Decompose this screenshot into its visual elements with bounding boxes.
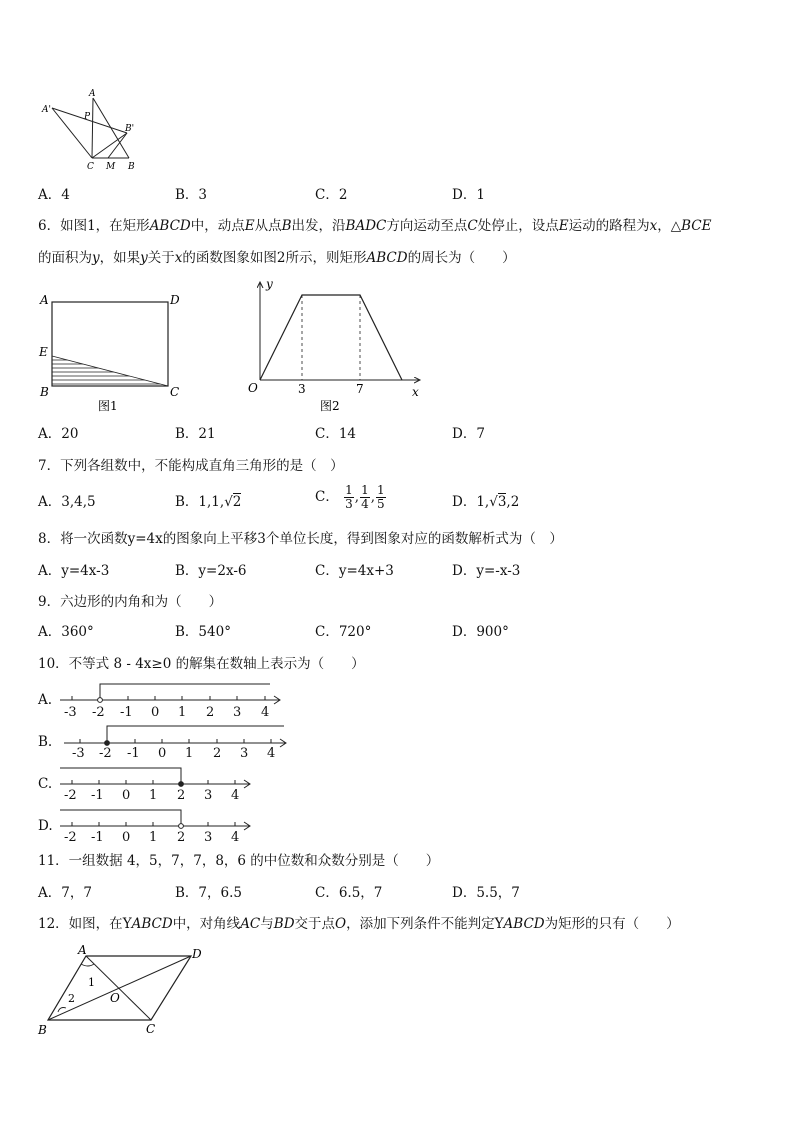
q11-option-b[interactable]: B．7，6.5 [175, 885, 242, 901]
fig2-tick-3: 3 [298, 382, 306, 396]
q6-figure-1 [36, 290, 196, 416]
q12-parallelogram-figure [36, 940, 216, 1038]
q10d-tick-label: 2 [177, 830, 186, 845]
q10b-tick-label: -3 [72, 746, 85, 761]
fig2-tick-7: 7 [356, 382, 364, 396]
q8-option-a[interactable]: A．y=4x-3 [38, 563, 110, 579]
q5-label-b-prime: B' [125, 124, 135, 134]
q10b-tick-label: 4 [267, 746, 276, 761]
q10a-tick-label: 3 [233, 705, 242, 720]
q9-option-a[interactable]: A．360° [38, 624, 94, 640]
q12-label-b: B [38, 1023, 47, 1037]
q10d-tick-label: 0 [122, 830, 131, 845]
q10b-tick-label: 1 [185, 746, 194, 761]
q12-label-a: A [78, 943, 87, 957]
q11-option-c[interactable]: C．6.5，7 [315, 885, 383, 901]
q10c-tick-label: -1 [91, 788, 104, 803]
q10a-tick-label: 2 [206, 705, 215, 720]
q7-option-a[interactable]: A．3,4,5 [38, 494, 96, 510]
q10-numberline-a[interactable] [56, 680, 286, 722]
q5-label-b: B [128, 162, 135, 172]
q5-option-d[interactable]: D．1 [452, 187, 485, 203]
q7-option-d[interactable]: D．1,√3,2 [452, 494, 520, 510]
q8-option-c[interactable]: C．y=4x+3 [315, 563, 394, 579]
q10-numberline-b[interactable] [60, 722, 292, 764]
q10b-tick-label: 2 [213, 746, 222, 761]
q10a-tick-label: -3 [64, 705, 77, 720]
q7-option-b[interactable]: B．1,1,√2 [175, 494, 242, 510]
q6-stem-line2: 的面积为y，如果y关于x的函数图象如图2所示，则矩形ABCD的周长为（ ） [38, 250, 516, 266]
q10d-tick-label: -2 [64, 830, 77, 845]
fig1-label-a: A [40, 293, 49, 307]
q10c-tick-label: 0 [122, 788, 131, 803]
q10b-tick-label: 3 [240, 746, 249, 761]
q6-figure-2 [232, 276, 428, 416]
q10a-tick-label: -1 [120, 705, 133, 720]
q7-stem: 7．下列各组数中，不能构成直角三角形的是（ ） [38, 458, 344, 474]
q6-option-a[interactable]: A．20 [38, 426, 79, 442]
q5-option-a[interactable]: A．4 [38, 187, 70, 203]
q10c-tick-label: 1 [149, 788, 158, 803]
fig1-label-b: B [40, 385, 49, 399]
q10a-tick-label: -2 [92, 705, 105, 720]
q8-option-d[interactable]: D．y=-x-3 [452, 563, 521, 579]
q7-frac-2: $\frac{1}{4}$ [361, 483, 369, 511]
q10d-tick-label: 4 [231, 830, 240, 845]
fig2-label-y: y [266, 277, 273, 291]
q12-label-c: C [146, 1022, 156, 1036]
q7-frac-3: $\frac{1}{5}$ [377, 483, 385, 511]
q10-option-b-label[interactable]: B. [38, 734, 53, 750]
q10-stem: 10．不等式 8 - 4x≥0 的解集在数轴上表示为（ ） [38, 656, 365, 672]
q6-option-b[interactable]: B．21 [175, 426, 216, 442]
q6-option-d[interactable]: D．7 [452, 426, 485, 442]
q5-label-a: A [89, 89, 96, 99]
fig2-label-x: x [412, 385, 419, 399]
q5-figure [40, 86, 150, 176]
q5-label-c: C [87, 162, 94, 172]
q11-option-d[interactable]: D．5.5，7 [452, 885, 520, 901]
q11-option-a[interactable]: A．7，7 [38, 885, 92, 901]
fig2-caption: 图2 [320, 399, 340, 413]
fig1-label-e: E [39, 345, 48, 359]
q5-option-c[interactable]: C．2 [315, 187, 348, 203]
q10c-tick-label: 4 [231, 788, 240, 803]
q10c-tick-label: 3 [204, 788, 213, 803]
q6-stem-line1: 6．如图1，在矩形ABCD中，动点E从点B出发，沿BADC方向运动至点C处停止，设点E运动的路程为x，△BCE [38, 218, 712, 234]
fig1-label-d: D [170, 293, 180, 307]
q12-label-o: O [110, 991, 120, 1005]
q10d-tick-label: 1 [149, 830, 158, 845]
q9-option-b[interactable]: B．540° [175, 624, 231, 640]
q10a-tick-label: 1 [178, 705, 187, 720]
q10c-tick-label: -2 [64, 788, 77, 803]
q10b-tick-label: -2 [99, 746, 112, 761]
q10-option-a-label[interactable]: A. [38, 692, 53, 708]
q7-frac-1: $\frac{1}{3}$ [345, 483, 353, 511]
q9-option-c[interactable]: C．720° [315, 624, 372, 640]
q7-option-c[interactable]: C． $\frac{1}{3}$ , $\frac{1}{4}$ , $\frac{1}{5}$ [315, 483, 385, 511]
q10d-tick-label: 3 [204, 830, 213, 845]
q9-option-d[interactable]: D．900° [452, 624, 509, 640]
q8-option-b[interactable]: B．y=2x-6 [175, 563, 247, 579]
q12-angle-1: 1 [88, 976, 95, 989]
q12-label-d: D [192, 947, 202, 961]
q9-stem: 9．六边形的内角和为（ ） [38, 594, 223, 610]
q12-angle-2: 2 [68, 992, 75, 1005]
q12-stem: 12．如图，在YABCD中，对角线AC与BD交于点O，添加下列条件不能判定YABCD为矩形的只有（ ） [38, 916, 680, 932]
q5-label-m: M [106, 162, 116, 172]
q8-stem: 8．将一次函数y=4x的图象向上平移3个单位长度，得到图象对应的函数解析式为（ ） [38, 531, 563, 547]
q10-option-c-label[interactable]: C. [38, 776, 53, 792]
fig2-label-o: O [248, 381, 258, 395]
q5-label-p: P [84, 112, 91, 122]
q5-option-b[interactable]: B．3 [175, 187, 208, 203]
q10a-tick-label: 4 [261, 705, 270, 720]
q6-option-c[interactable]: C．14 [315, 426, 357, 442]
q10a-tick-label: 0 [151, 705, 160, 720]
fig1-label-c: C [170, 385, 180, 399]
fig1-caption: 图1 [98, 399, 118, 413]
q10c-tick-label: 2 [177, 788, 186, 803]
q11-stem: 11．一组数据 4，5，7，7，8，6 的中位数和众数分别是（ ） [38, 853, 440, 869]
q5-label-a-prime: A' [42, 105, 51, 115]
q10b-tick-label: -1 [127, 746, 140, 761]
q10d-tick-label: -1 [91, 830, 104, 845]
q10b-tick-label: 0 [158, 746, 167, 761]
q10-option-d-label[interactable]: D. [38, 818, 53, 834]
